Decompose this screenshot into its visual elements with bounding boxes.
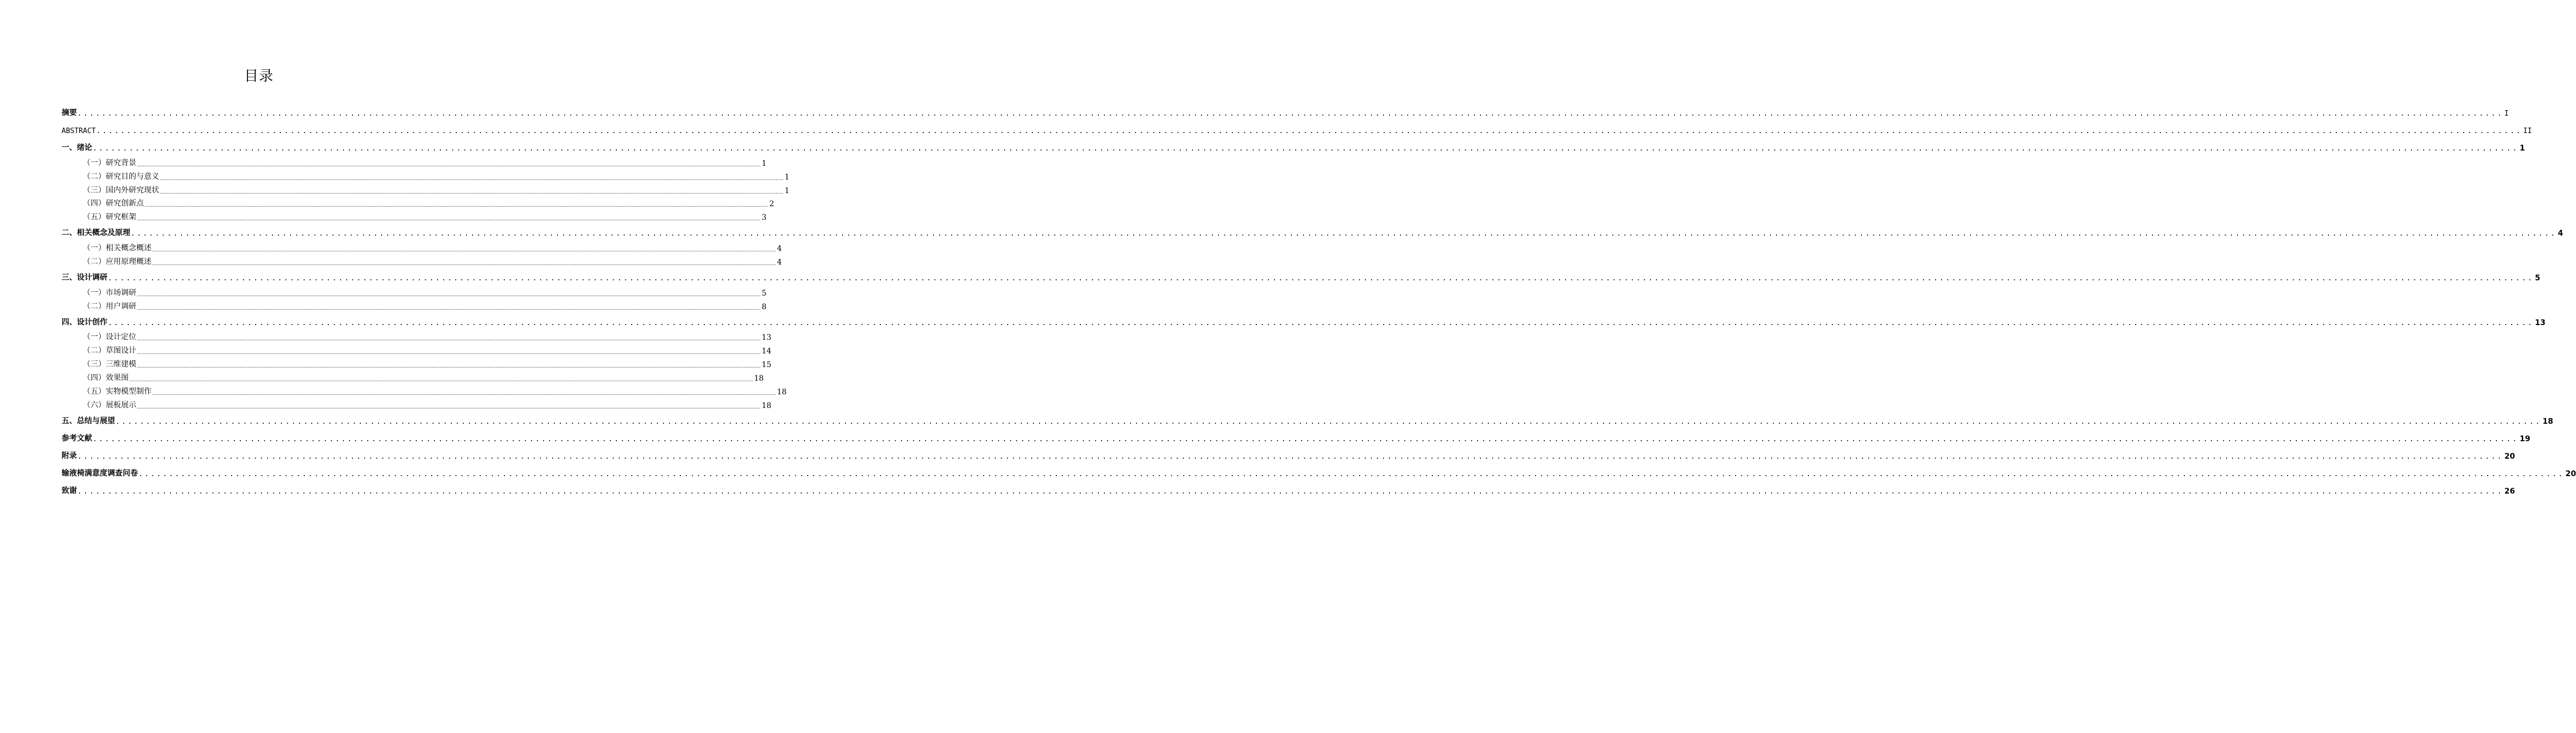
toc-entry-page-number: 5 [761,289,767,298]
toc-entry-number: （五） [83,387,106,396]
toc-entry-number: 二、 [62,229,77,237]
toc-entry-number: 三、 [62,273,77,282]
toc-entry-label: ABSTRACT [62,127,96,135]
toc-entry-label: 研究目的与意义 [106,172,159,181]
toc-entry-label: 效果图 [106,374,129,382]
toc-entry-page-number: 4 [2557,229,2563,238]
toc-entry-page-number: 5 [2535,274,2541,283]
toc-entry[interactable] [83,184,790,195]
toc-entry-label: 相关概念及原理 [77,229,130,237]
toc-entry-label: 参考文献 [62,434,92,443]
toc-entry-label: 展板展示 [106,401,136,410]
toc-entry-number: （二） [83,302,106,311]
toc-entry[interactable] [62,450,2515,461]
toc-entry-label: 相关概念概述 [106,244,152,253]
toc-entry[interactable] [62,485,2515,496]
toc-dot-leader: ................................................................................................................................................................................................................................................................................................................................................................................................................ [77,453,2504,461]
toc-entry-number: （四） [83,199,106,208]
toc-entry[interactable] [83,211,767,222]
toc-entry-label: 致谢 [62,486,77,495]
toc-entry-number: 四、 [62,318,77,327]
toc-entry-page-number: 19 [2519,435,2531,443]
toc-entry-label: 总结与展望 [77,417,115,425]
toc-dot-leader: ................................................................................................................................................................................................................................................................................................................................................................................................................ [137,163,761,168]
toc-entry[interactable] [83,157,767,168]
toc-entry-page-number: 1 [784,187,790,195]
toc-entry-number: （四） [83,374,106,382]
toc-dot-leader: ................................................................................................................................................................................................................................................................................................................................................................................................................ [152,391,776,396]
toc-dot-leader: ................................................................................................................................................................................................................................................................................................................................................................................................................ [138,470,2565,478]
toc-entry-number: （一） [83,159,106,167]
toc-entry[interactable] [62,432,2531,443]
toc-entry-page-number: 4 [777,258,782,267]
toc-entry[interactable] [62,227,2563,238]
toc-entry-page-number: 15 [761,361,772,369]
toc-entry[interactable] [83,287,767,298]
toc-entry[interactable] [83,372,764,383]
toc-entry[interactable] [83,345,772,356]
toc-dot-leader: ................................................................................................................................................................................................................................................................................................................................................................................................................ [137,306,761,311]
toc-dot-leader: ................................................................................................................................................................................................................................................................................................................................................................................................................ [160,190,784,195]
toc-entry-number: （二） [83,346,106,355]
toc-entry-page-number: 18 [2542,417,2554,426]
toc-entry-number: （二） [83,257,106,266]
toc-entry-label: 绪论 [77,143,92,152]
toc-entry-page-number: 18 [761,401,772,410]
toc-entry-number: （六） [83,401,106,410]
toc-entry-page-number: 26 [2504,487,2515,496]
toc-dot-leader: ................................................................................................................................................................................................................................................................................................................................................................................................................ [137,292,761,298]
toc-entry-number: （二） [83,172,106,181]
toc-entry[interactable] [83,197,775,208]
toc-entry-number: （一） [83,289,106,297]
toc-entry-page-number: 8 [761,303,767,311]
toc-dot-leader: ................................................................................................................................................................................................................................................................................................................................................................................................................ [108,319,2534,327]
toc-entry[interactable] [83,256,782,267]
toc-dot-leader: ................................................................................................................................................................................................................................................................................................................................................................................................................ [93,435,2519,443]
toc-entry-page-number: 20 [2565,470,2576,478]
toc-entry-page-number: 4 [777,244,782,253]
toc-dot-leader: ................................................................................................................................................................................................................................................................................................................................................................................................................ [108,274,2534,283]
toc-entry-page-number: 14 [761,347,772,356]
toc-dot-leader: ................................................................................................................................................................................................................................................................................................................................................................................................................ [77,110,2504,118]
toc-entry[interactable] [83,399,772,410]
toc-entry-label: 设计定位 [106,333,136,341]
toc-entry-label: 实物模型制作 [106,387,152,396]
toc-entry-label: 用户调研 [106,302,136,311]
toc-entry-page-number: 1 [761,159,767,168]
toc-entry-label: 应用原理概述 [106,257,152,266]
toc-entry[interactable] [83,386,787,396]
toc-entry-page-number: 18 [754,374,764,383]
toc-dot-leader: ................................................................................................................................................................................................................................................................................................................................................................................................................ [116,418,2542,426]
toc-entry[interactable] [62,272,2541,283]
toc-entry-label: 三维建模 [106,360,136,369]
toc-entry-page-number: 1 [784,173,790,182]
toc-entry-number: 一、 [62,143,77,152]
toc-dot-leader: ................................................................................................................................................................................................................................................................................................................................................................................................................ [129,377,753,383]
toc-entry[interactable] [62,415,2554,426]
toc-entry-label: 国内外研究现状 [106,186,159,195]
toc-entry-label: 研究框架 [106,213,136,221]
toc-dot-leader: ................................................................................................................................................................................................................................................................................................................................................................................................................ [137,405,761,410]
toc-entry[interactable] [83,171,790,182]
toc-dot-leader: ................................................................................................................................................................................................................................................................................................................................................................................................................ [144,203,769,208]
toc-entry-label: 设计调研 [77,273,107,282]
toc-entry[interactable] [62,124,2532,135]
toc-entry-number: （五） [83,213,106,221]
toc-entry[interactable] [83,331,772,342]
toc-entry-page-number: 3 [761,213,767,222]
toc-entry-page-number: 1 [2519,144,2525,153]
toc-dot-leader: ................................................................................................................................................................................................................................................................................................................................................................................................................ [152,248,776,253]
toc-entry[interactable] [62,467,2576,478]
toc-entry-page-number: 2 [769,200,775,208]
toc-entry-page-number: 20 [2504,452,2515,461]
toc-entry-number: 五、 [62,417,77,425]
toc-entry[interactable] [83,301,767,311]
toc-dot-leader: ................................................................................................................................................................................................................................................................................................................................................................................................................ [137,364,761,369]
toc-dot-leader: ................................................................................................................................................................................................................................................................................................................................................................................................................ [152,261,776,267]
toc-entry-label: 市场调研 [106,289,136,297]
toc-entry[interactable] [83,358,772,369]
toc-entry[interactable] [83,242,782,253]
toc-dot-leader: ................................................................................................................................................................................................................................................................................................................................................................................................................ [137,337,761,342]
toc-entry[interactable] [62,107,2509,118]
toc-entry[interactable] [62,316,2546,327]
toc-entry-number: （三） [83,360,106,369]
toc-dot-leader: ................................................................................................................................................................................................................................................................................................................................................................................................................ [137,350,761,356]
page-title: 目录 [244,68,274,85]
toc-dot-leader: ................................................................................................................................................................................................................................................................................................................................................................................................................ [96,127,2523,135]
toc-entry-page-number: I [2504,110,2509,118]
toc-entry-number: （三） [83,186,106,195]
toc-entry-label: 设计创作 [77,318,107,327]
toc-entry-label: 摘要 [62,109,77,117]
toc-entry-page-number: 18 [777,388,787,396]
toc-dot-leader: ................................................................................................................................................................................................................................................................................................................................................................................................................ [77,488,2504,496]
toc-dot-leader: ................................................................................................................................................................................................................................................................................................................................................................................................................ [160,176,784,182]
toc-entry-page-number: 13 [2535,319,2546,327]
toc-entry-label: 研究创新点 [106,199,144,208]
toc-entry[interactable] [62,142,2525,153]
toc-entry-label: 输液椅满意度调查问卷 [62,469,138,478]
toc-entry-page-number: II [2523,127,2532,135]
toc-entry-number: （一） [83,244,106,253]
toc-dot-leader: ................................................................................................................................................................................................................................................................................................................................................................................................................ [93,145,2519,153]
toc-dot-leader: ................................................................................................................................................................................................................................................................................................................................................................................................................ [137,217,761,222]
toc-entry-label: 附录 [62,452,77,460]
toc-entry-number: （一） [83,333,106,341]
toc-dot-leader: ................................................................................................................................................................................................................................................................................................................................................................................................................ [131,230,2557,238]
toc-entry-label: 草图设计 [106,346,136,355]
toc-entry-label: 研究背景 [106,159,136,167]
toc-entry-page-number: 13 [761,333,772,342]
